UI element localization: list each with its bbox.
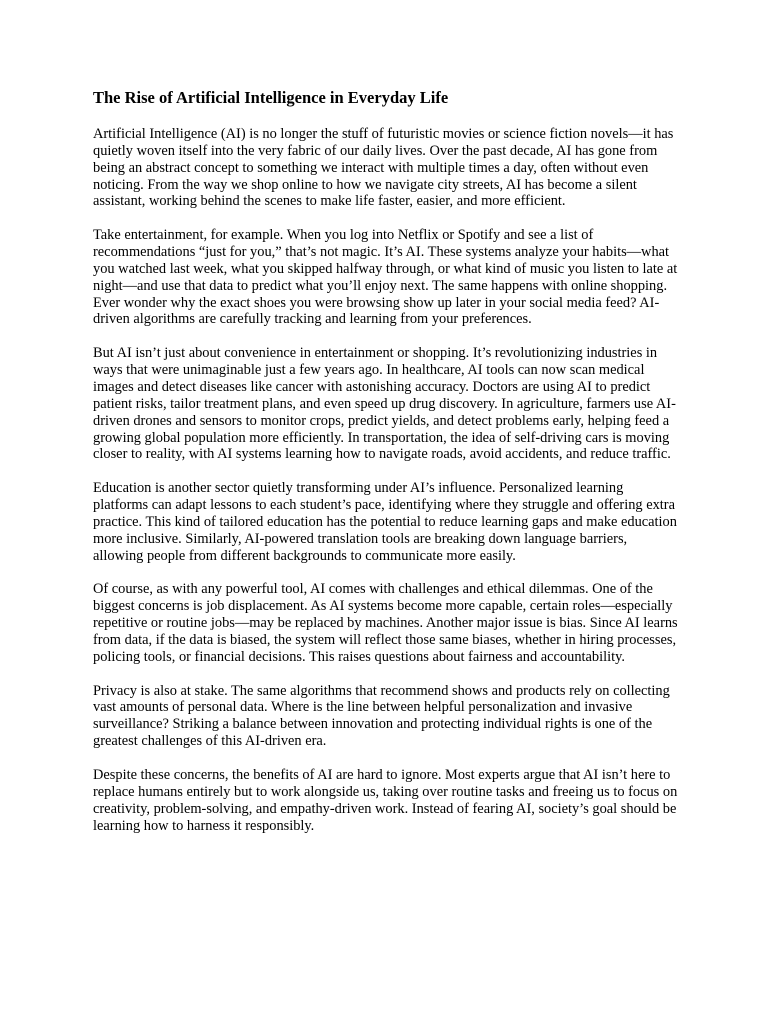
- paragraph-privacy: Privacy is also at stake. The same algorithms that recommend shows and products rely on collecting vast amounts of personal data. Where is the line between helpful personalization and invasive surveillance? Striking a balance between innovation and protecting individual rights is one of the greatest challenges of this AI-driven era.: [93, 682, 670, 750]
- paragraph-intro: Artificial Intelligence (AI) is no longer the stuff of futuristic movies or science fiction novels—it has quietly woven itself into the very fabric of our daily lives. Over the past decade, AI has gone from being an abstract concept to something we interact with multiple times a day, often without even noticing. From the way we shop online to how we navigate city streets, AI has become a silent assistant, working behind the scenes to make life faster, easier, and more efficient.: [93, 126, 674, 210]
- paragraph-entertainment: Take entertainment, for example. When you log into Netflix or Spotify and see a list of recommendations “just for you,” that’s not magic. It’s AI. These systems analyze your habits—what you watched last week, what you skipped halfway through, or what kind of music you listen to late at night—and use that data to predict what you’ll enjoy next. The same happens with online shopping. Ever wonder why the exact shoes you were browsing show up later in your social media feed? AI-driven algorithms are carefully tracking and learning from your preferences.: [93, 227, 678, 328]
- paragraph-challenges: Of course, as with any powerful tool, AI comes with challenges and ethical dilemmas. One of the biggest concerns is job displacement. As AI systems become more capable, certain roles—especially repetitive or routine jobs—may be replaced by machines. Another major issue is bias. Since AI learns from data, if the data is biased, the system will reflect those same biases, whether in hiring processes, policing tools, or financial decisions. This raises questions about fairness and accountability.: [93, 581, 678, 665]
- paragraph-industries: But AI isn’t just about convenience in entertainment or shopping. It’s revolutionizing industries in ways that were unimaginable just a few years ago. In healthcare, AI tools can now scan medical images and detect diseases like cancer with astonishing accuracy. Doctors are using AI to predict patient risks, tailor treatment plans, and even speed up drug discovery. In agriculture, farmers use AI-driven drones and sensors to monitor crops, predict yields, and detect problems early, helping feed a growing global population more efficiently. In transportation, the idea of self-driving cars is moving closer to reality, with AI systems learning how to navigate roads, avoid accidents, and reduce traffic.: [93, 345, 676, 463]
- document-title: The Rise of Artificial Intelligence in Everyday Life: [93, 88, 449, 107]
- paragraph-education: Education is another sector quietly transforming under AI’s influence. Personalized learning platforms can adapt lessons to each student’s pace, identifying where they struggle and offering extra practice. This kind of tailored education has the potential to reduce learning gaps and make education more inclusive. Similarly, AI-powered translation tools are breaking down language barriers, allowing people from different backgrounds to communicate more easily.: [93, 480, 677, 564]
- paragraph-conclusion: Despite these concerns, the benefits of AI are hard to ignore. Most experts argue that AI isn’t here to replace humans entirely but to work alongside us, taking over routine tasks and freeing us to focus on creativity, problem-solving, and empathy-driven work. Instead of fearing AI, society’s goal should be learning how to harness it responsibly.: [93, 767, 678, 834]
